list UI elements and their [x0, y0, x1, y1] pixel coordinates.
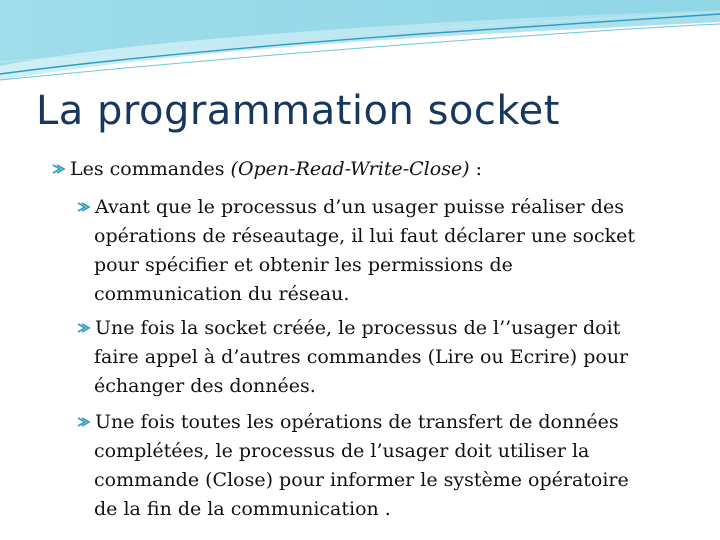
slide-banner-decoration [0, 0, 720, 90]
sub-bullet-line: Avant que le processus d’un usager puisse réaliser des [95, 196, 624, 218]
sub-bullet-line: complétées, le processus de l’usager doit utiliser la [94, 440, 590, 462]
sub-bullet-1 [77, 193, 677, 309]
main-bullet [52, 158, 482, 180]
sub-bullet-2 [77, 314, 677, 401]
sub-bullet-line: commande (Close) pour informer le système opératoire [94, 469, 629, 491]
sub-bullet-line: Une fois toutes les opérations de transfert de données [95, 411, 619, 433]
sub-bullet-line: pour spécifier et obtenir les permissions de [94, 254, 513, 276]
sub-bullet-line: Une fois la socket créée, le processus de l’’usager doit [95, 317, 621, 339]
bullet-icon [52, 162, 66, 176]
sub-bullet-line: faire appel à d’autres commandes (Lire ou Ecrire) pour [94, 346, 629, 368]
bullet-icon [77, 321, 91, 335]
sub-bullet-line: opérations de réseautage, il lui faut déclarer une socket [94, 225, 635, 247]
slide-title: La programmation socket [36, 88, 560, 134]
main-bullet-emphasis: (Open-Read-Write-Close) [230, 158, 470, 180]
sub-bullet-line: de la fin de la communication . [94, 498, 391, 520]
main-bullet-suffix: : [469, 158, 483, 180]
main-bullet-text: Les commandes [70, 158, 231, 180]
sub-bullet-3 [77, 408, 677, 524]
sub-bullet-line: communication du réseau. [94, 283, 350, 305]
bullet-icon [77, 415, 91, 429]
sub-bullet-line: échanger des données. [94, 375, 316, 397]
bullet-icon [77, 200, 91, 214]
